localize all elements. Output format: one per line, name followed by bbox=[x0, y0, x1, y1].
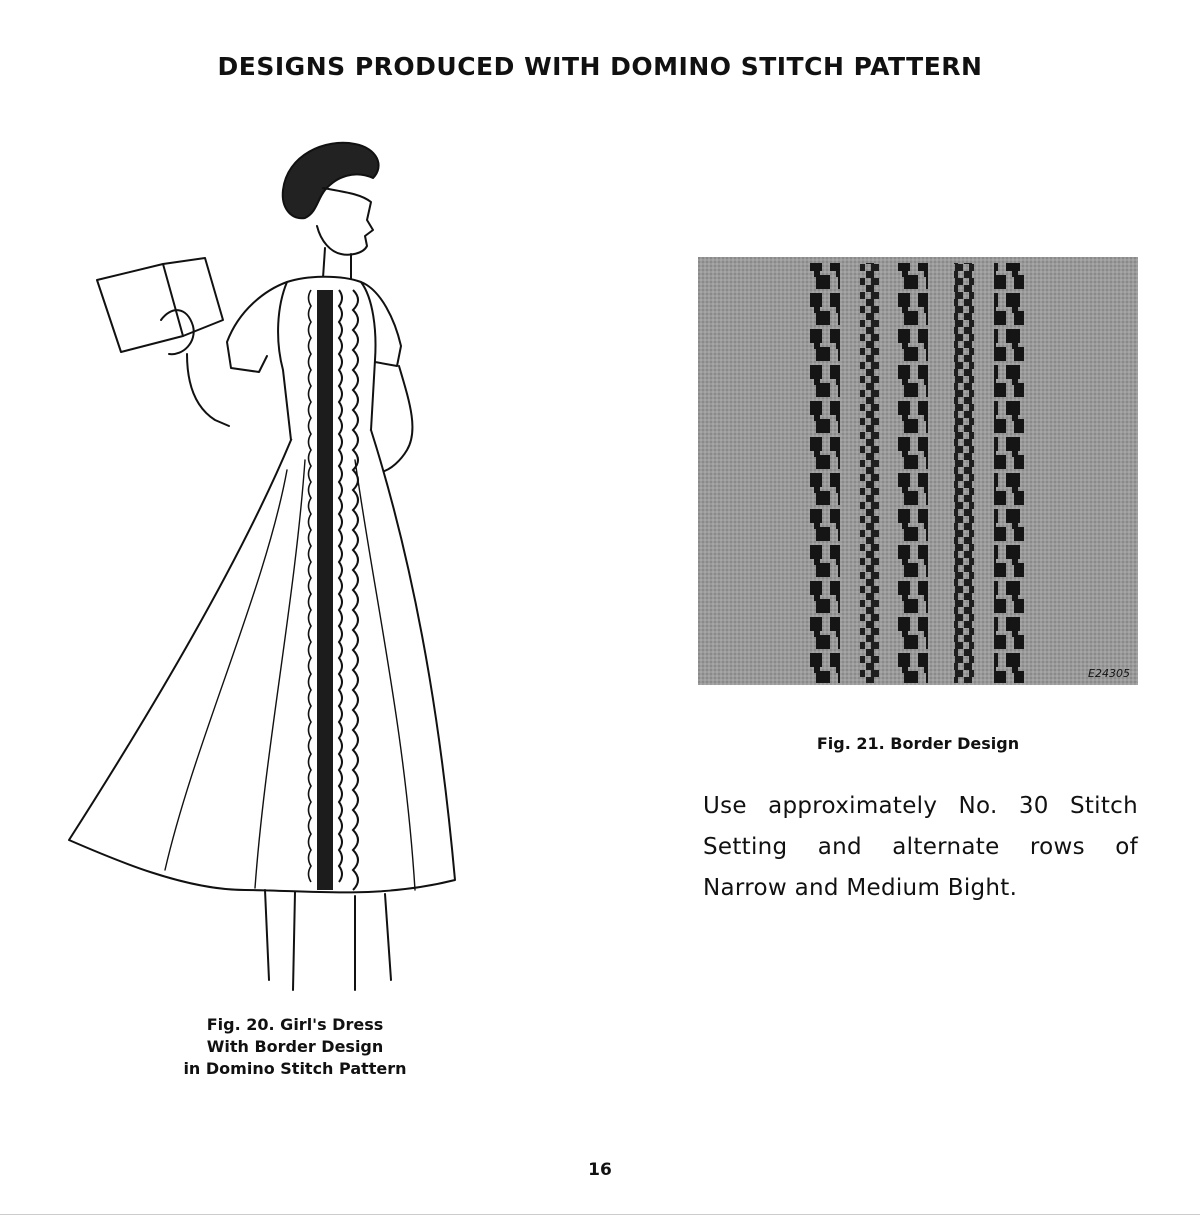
skirt bbox=[69, 430, 455, 893]
stitch-row bbox=[994, 263, 1024, 683]
page-bottom-edge bbox=[0, 1214, 1200, 1215]
caption-line: Fig. 20. Girl's Dress bbox=[206, 1015, 384, 1034]
girls-dress-illustration bbox=[55, 130, 485, 1010]
caption-line: With Border Design bbox=[206, 1037, 384, 1056]
hip-arm bbox=[381, 366, 412, 472]
hair bbox=[283, 143, 379, 218]
border-design-photo bbox=[698, 257, 1138, 685]
figure-21-caption: Fig. 21. Border Design bbox=[816, 734, 1020, 753]
figure-20-caption bbox=[130, 1014, 460, 1080]
face bbox=[317, 188, 373, 255]
stitch-row bbox=[810, 263, 840, 683]
stitch-instructions: Use approximately No. 30 Stitch Setting and alternate rows of Narrow and Medium Bight. bbox=[703, 793, 1138, 901]
legs bbox=[265, 890, 391, 990]
stitch-row bbox=[860, 263, 880, 683]
caption-line: in Domino Stitch Pattern bbox=[183, 1059, 407, 1078]
photo-code: E24305 bbox=[1088, 667, 1130, 680]
page-number: 16 bbox=[588, 1160, 612, 1180]
stitch-row bbox=[954, 263, 974, 683]
stitch-row bbox=[898, 263, 928, 683]
page-title: DESIGNS PRODUCED WITH DOMINO STITCH PATTERN bbox=[217, 52, 983, 81]
book bbox=[97, 264, 183, 352]
